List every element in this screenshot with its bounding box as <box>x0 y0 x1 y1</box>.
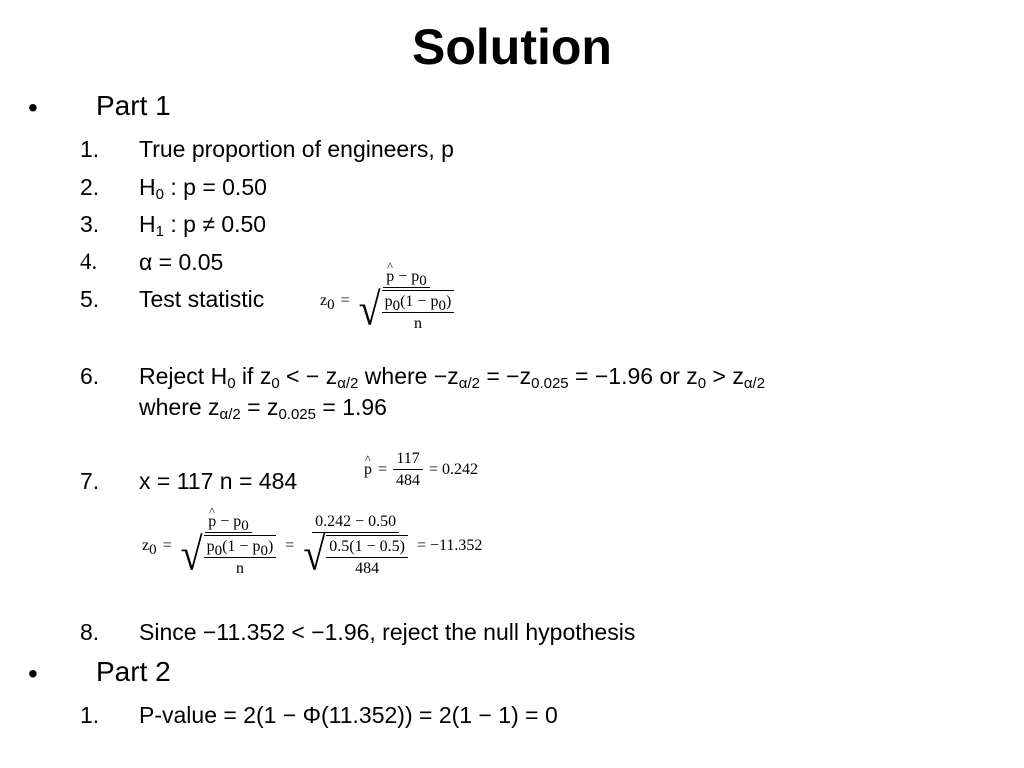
slide-title: Solution <box>412 19 612 75</box>
item6-number: 6. <box>80 363 100 389</box>
item1-text: True proportion of engineers, p <box>139 136 454 162</box>
item7-number: 7. <box>80 468 100 494</box>
item8-text: Since −11.352 < −1.96, reject the null hypothesis <box>139 619 636 645</box>
part1-label: Part 1 <box>96 90 171 121</box>
item6-line2: where $z_{\alpha/2} = z_{0.025} = 1.96$ <box>139 394 387 423</box>
item5-text: Test statistic <box>139 286 265 312</box>
part2-item1-number: 1. <box>80 702 100 728</box>
phat-formula: ^ p = $\frac{117}{484}$ = 0.242 <box>364 450 478 490</box>
item4-number: 4. <box>80 249 98 274</box>
z-computation-formula: $z_0$ = ^ $p - p_0$ √ $\frac{p_0(1 - p_0)}{n}$ = 0.242 − 0.50 √ $\frac{0.5(1 - 0.5)}{484}$ = −11.352 <box>142 513 482 578</box>
bullet-part2: • <box>28 658 38 689</box>
item3-number: 3. <box>80 211 100 237</box>
part2-label: Part 2 <box>96 656 171 687</box>
item1-number: 1. <box>80 136 100 162</box>
item6-line1: Reject $H_0$ if $z_0$ < − $z_{\alpha/2}$ where $-z_{\alpha/2} = -z_{0.025} = -1.96$ or $z_0 > z_{\alpha/2}$ <box>139 363 766 392</box>
item7-text: x = 117 n = 484 <box>139 468 298 494</box>
bullet-part1: • <box>28 92 38 123</box>
part2-item1-text: P-value = 2(1 − Φ(11.352)) = 2(1 − 1) = 0 <box>139 702 558 728</box>
test-statistic-formula: $z_0$ = ^ $p - p_0$ √ $\frac{p_0(1 - p_0)}{n}$ <box>320 268 457 333</box>
item8-number: 8. <box>80 619 100 645</box>
item2-text: $H_0$ : p = 0.50 <box>139 174 267 203</box>
item5-number: 5. <box>80 286 100 312</box>
item2-number: 2. <box>80 174 100 200</box>
item3-text: $H_1$ : p ≠ 0.50 <box>139 211 267 240</box>
item4-text: α = 0.05 <box>139 249 224 275</box>
